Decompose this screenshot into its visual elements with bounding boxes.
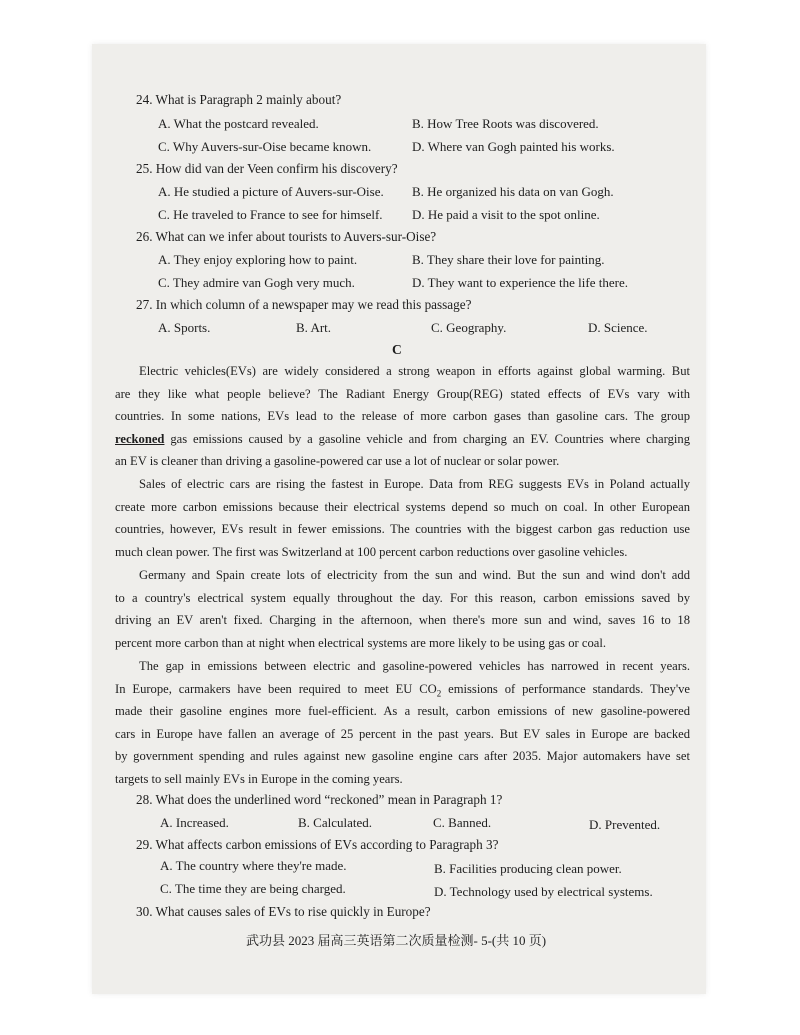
question-27-stem: 27. In which column of a newspaper may we read this passage? bbox=[136, 297, 472, 312]
paragraph-3-line-1: Germany and Spain create lots of electricity from the sun and wind. But the sun and wind don't add bbox=[139, 568, 690, 582]
question-25-option-b: B. He organized his data on van Gogh. bbox=[412, 184, 614, 199]
question-28-option-d: D. Prevented. bbox=[589, 817, 661, 832]
question-25-option-d: D. He paid a visit to the spot online. bbox=[412, 207, 600, 222]
question-29-option-c: C. The time they are being charged. bbox=[160, 881, 346, 896]
question-24-option-c: C. Why Auvers-sur-Oise became known. bbox=[158, 139, 372, 154]
paragraph-3-line-4: percent more carbon than at night when electrical systems are more likely to be using gas or coal. bbox=[115, 635, 606, 650]
page-footer: 武功县 2023 届高三英语第二次质量检测- 5-(共 10 页) bbox=[246, 933, 547, 948]
question-25-stem: 25. How did van der Veen confirm his discovery? bbox=[136, 161, 398, 176]
underlined-word-reckoned: reckoned bbox=[115, 431, 165, 446]
paragraph-4-line-5: by government spending and rules against new gasoline engine cars after 2035. Major automakers have set bbox=[115, 749, 690, 764]
question-26-option-a: A. They enjoy exploring how to paint. bbox=[158, 252, 358, 267]
paragraph-4-line-1: The gap in emissions between electric and gasoline-powered vehicles has narrowed in recent years. bbox=[139, 659, 690, 673]
question-25-option-a: A. He studied a picture of Auvers-sur-Oise. bbox=[158, 184, 384, 199]
question-26-stem: 26. What can we infer about tourists to Auvers-sur-Oise? bbox=[136, 229, 437, 244]
question-26-option-d: D. They want to experience the life there. bbox=[412, 275, 628, 290]
paragraph-4-line-2-end: emissions of performance standards. They've bbox=[441, 681, 691, 696]
question-30-stem: 30. What causes sales of EVs to rise quickly in Europe? bbox=[136, 904, 431, 919]
paragraph-3-line-3: driving an EV aren't fixed. Charging in the afternoon, when there's more sun and wind, saves 16 to 18 bbox=[115, 613, 690, 628]
question-27-option-c: C. Geography. bbox=[431, 320, 507, 335]
paragraph-2-line-1: Sales of electric cars are rising the fastest in Europe. Data from REG suggests EVs in Poland actually bbox=[139, 477, 690, 491]
question-28-option-b: B. Calculated. bbox=[298, 815, 373, 830]
paragraph-2-line-3: countries, however, EVs result in fewer emissions. The countries with the biggest carbon gas reduction use bbox=[115, 522, 690, 537]
question-27-option-b: B. Art. bbox=[296, 320, 332, 335]
paragraph-1-line-5: an EV is cleaner than driving a gasoline-powered car use a lot of nuclear or solar power. bbox=[115, 454, 560, 469]
paragraph-1-line-4-rest: gas emissions caused by a gasoline vehicle and from charging an EV. Countries where charging bbox=[164, 431, 690, 446]
question-27-option-d: D. Science. bbox=[588, 320, 648, 335]
question-24-option-b: B. How Tree Roots was discovered. bbox=[412, 116, 599, 131]
question-24-option-d: D. Where van Gogh painted his works. bbox=[412, 139, 615, 154]
co2-subscript: 2 bbox=[436, 688, 442, 699]
question-29-option-b: B. Facilities producing clean power. bbox=[434, 861, 622, 876]
question-24-option-a: A. What the postcard revealed. bbox=[158, 116, 319, 131]
section-c-heading: C bbox=[392, 342, 402, 357]
paragraph-2-line-2: create more carbon emissions because their electrical systems depend so much on coal. In other European bbox=[115, 499, 690, 514]
question-28-stem: 28. What does the underlined word “reckoned” mean in Paragraph 1? bbox=[136, 792, 503, 807]
paragraph-2-line-4: much clean power. The first was Switzerland at 100 percent carbon reductions over gasoline vehicles. bbox=[115, 544, 628, 559]
question-28-option-a: A. Increased. bbox=[160, 815, 229, 830]
question-28-option-c: C. Banned. bbox=[433, 815, 492, 830]
paragraph-1-line-2: are they like what people believe? The Radiant Energy Group(REG) stated effects of EVs vary with bbox=[115, 386, 690, 401]
paragraph-4-line-3: made their gasoline engines more fuel-efficient. As a result, carbon emissions of new gasoline-powered bbox=[115, 704, 690, 719]
passage-paragraph-2 bbox=[115, 473, 690, 563]
passage-paragraph-4 bbox=[115, 655, 690, 791]
paragraph-4-line-4: cars in Europe have fallen an average of 25 percent in the past years. But EV sales in Europe are backed bbox=[115, 726, 690, 741]
question-29-option-a: A. The country where they're made. bbox=[160, 858, 347, 873]
paragraph-3-line-2: to a country's electrical system equally throughout the day. For this reason, carbon emissions saved by bbox=[115, 590, 690, 605]
passage-paragraph-1 bbox=[115, 360, 690, 473]
question-24-stem: 24. What is Paragraph 2 mainly about? bbox=[136, 92, 342, 107]
paragraph-4-line-6: targets to sell mainly EVs in Europe in the coming years. bbox=[115, 771, 403, 786]
question-27-option-a: A. Sports. bbox=[158, 320, 211, 335]
paragraph-1-line-4 bbox=[115, 428, 690, 451]
question-26-option-c: C. They admire van Gogh very much. bbox=[158, 275, 355, 290]
question-26-option-b: B. They share their love for painting. bbox=[412, 252, 605, 267]
question-25-option-c: C. He traveled to France to see for himself. bbox=[158, 207, 383, 222]
passage-paragraph-3 bbox=[115, 564, 690, 654]
question-29-option-d: D. Technology used by electrical systems. bbox=[434, 884, 653, 899]
paragraph-1-line-1: Electric vehicles(EVs) are widely considered a strong weapon in efforts against global warming. But bbox=[139, 364, 690, 378]
paragraph-4-line-2-start: In Europe, carmakers have been required to meet EU CO bbox=[115, 681, 437, 696]
paragraph-1-line-3: countries. In some nations, EVs lead to the release of more carbon gases than gasoline cars. The group bbox=[115, 409, 690, 424]
question-29-stem: 29. What affects carbon emissions of EVs according to Paragraph 3? bbox=[136, 837, 499, 852]
paragraph-4-line-2 bbox=[115, 678, 690, 701]
